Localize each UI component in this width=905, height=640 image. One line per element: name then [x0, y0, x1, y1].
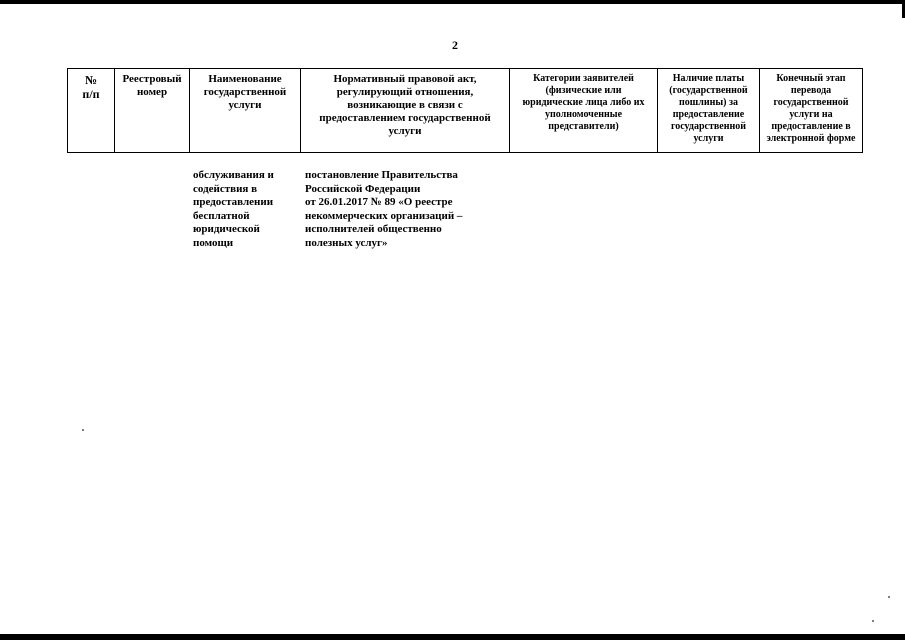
header-fee: Наличие платы (государственной пошлины) за предоставление государственной услуги [658, 69, 760, 153]
header-applicant-categories: Категории заявителей (физические или юридические лица либо их уполномоченные представители) [510, 69, 658, 153]
header-legal-act: Нормативный правовой акт, регулирующий отношения, возникающие в связи с предоставлением государственной услуги [301, 69, 510, 153]
header-service-name: Наименование государственной услуги [190, 69, 301, 153]
header-electronic-stage: Конечный этап перевода государственной услуги на предоставление в электронной форме [760, 69, 863, 153]
scan-edge-bottom [0, 634, 905, 640]
header-registry-number: Реестровый номер [115, 69, 190, 153]
continuation-service-name: обслуживания и содействия в предоставлении бесплатной юридической помощи [193, 169, 274, 249]
services-registry-table [67, 68, 863, 153]
header-number: № п/п [68, 69, 115, 153]
scan-speck [872, 620, 874, 622]
continuation-legal-act: постановление Правительства Российской Федерации от 26.01.2017 № 89 «О реестре некоммерческих организаций – исполнителей общественно полезных услуг» [305, 169, 463, 249]
scan-speck [82, 429, 84, 431]
table-header-row [68, 69, 863, 153]
scan-edge-top [0, 0, 905, 4]
scan-speck [888, 596, 890, 598]
page-number: 2 [452, 38, 458, 52]
